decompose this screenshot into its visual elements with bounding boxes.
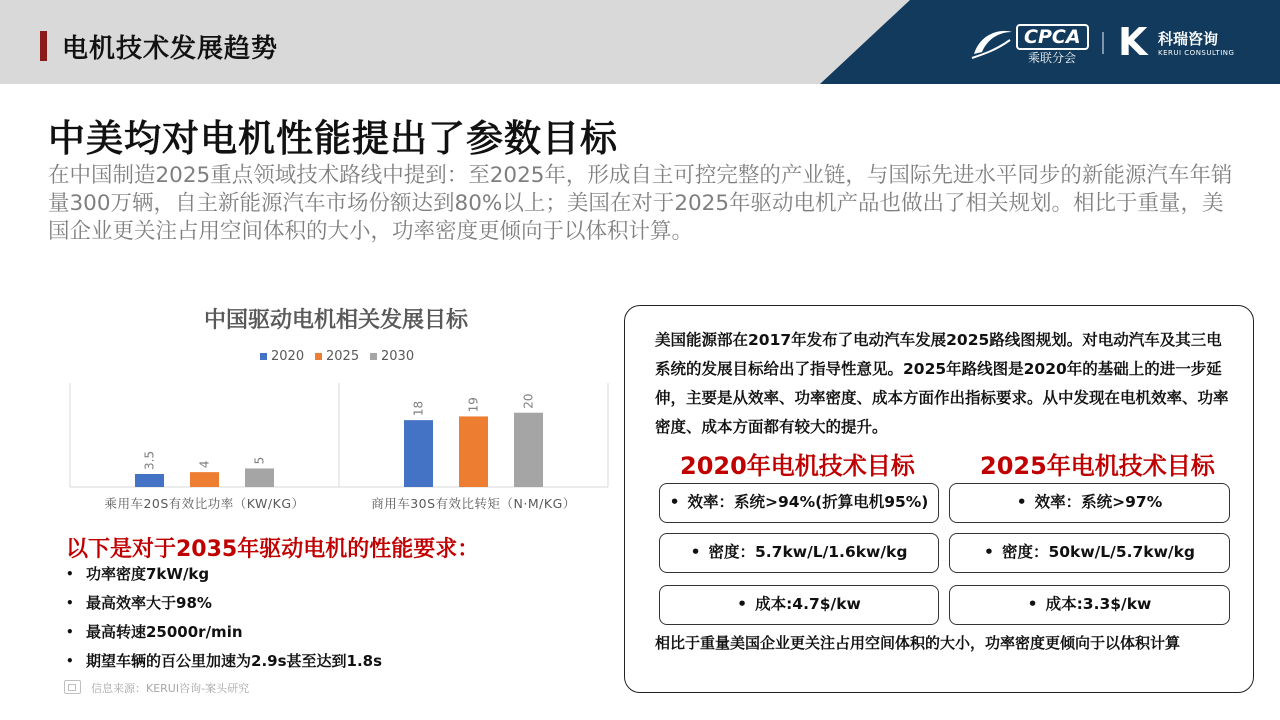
- bullet-icon: •: [1027, 595, 1038, 613]
- target-2020-title: 2020年电机技术目标: [680, 452, 915, 480]
- header-accent-bar: [40, 31, 47, 61]
- kerui-logo-name: 科瑞咨询: [1158, 30, 1219, 48]
- target-2025-density: [949, 533, 1230, 573]
- legend-label: 2030: [381, 349, 415, 364]
- logo-divider: [1102, 32, 1104, 54]
- bullet-icon: •: [690, 543, 701, 561]
- kerui-mark-icon: K: [1118, 20, 1148, 64]
- kerui-logo: [1118, 20, 1268, 66]
- bar: [245, 468, 274, 487]
- requirement-text: 期望车辆的百公里加速为2.9s甚至达到1.8s: [86, 652, 383, 670]
- target-text: 成本:3.3$/kw: [1045, 595, 1152, 613]
- legend-label: 2020: [271, 349, 305, 364]
- cpca-swoosh-icon: [970, 24, 1014, 62]
- requirements-list: [66, 561, 382, 677]
- bar: [404, 420, 433, 487]
- target-2025-cost: [949, 585, 1230, 625]
- requirement-text: 功率密度7kW/kg: [86, 565, 210, 583]
- legend-swatch: [315, 353, 322, 360]
- legend-label: 2025: [326, 349, 360, 364]
- bar-chart: [60, 295, 620, 525]
- intro-paragraph: 在中国制造2025重点领域技术路线中提到：至2025年，形成自主可控完整的产业链，与国际先进水平同步的新能源汽车年销量300万辆，自主新能源汽车市场份额达到80%以上；美国在对于2025年驱动电机产品也做出了相关规划。相比于重量，美国企业更关注占用空间体积的大小，功率密度更倾向于以体积计算。: [48, 163, 1233, 244]
- legend-swatch: [370, 353, 377, 360]
- target-text: 密度：5.7kw/L/1.6kw/kg: [708, 543, 908, 561]
- category-label: 乘用车20S有效比功率（KW/KG）: [104, 496, 305, 511]
- bar: [459, 416, 488, 487]
- target-text: 效率：系统>97%: [1034, 493, 1163, 511]
- slide-title: 中美均对电机性能提出了参数目标: [48, 117, 618, 160]
- data-label: 19: [466, 397, 481, 413]
- bar: [190, 472, 219, 487]
- page-section-title: 电机技术发展趋势: [62, 34, 279, 64]
- target-text: 密度：50kw/L/5.7kw/kg: [1001, 543, 1195, 561]
- bullet-icon: •: [669, 493, 680, 511]
- us-targets-panel: [624, 305, 1254, 693]
- data-label: 18: [411, 400, 426, 417]
- bar: [135, 474, 164, 487]
- data-label: 5: [252, 456, 267, 465]
- target-2025-efficiency: [949, 483, 1230, 523]
- target-2020-efficiency: [659, 483, 939, 523]
- target-2020-cost: [659, 585, 939, 625]
- cpca-logo-subtext: 乘联分会: [1028, 51, 1077, 65]
- data-label: 4: [197, 460, 212, 469]
- kerui-logo-english: KERUI CONSULTING: [1158, 49, 1235, 57]
- target-text: 成本:4.7$/kw: [755, 595, 861, 613]
- legend-swatch: [260, 353, 267, 360]
- requirement-text: 最高效率大于98%: [86, 594, 212, 612]
- requirements-title: 以下是对于2035年驱动电机的性能要求：: [66, 537, 480, 562]
- calendar-icon: [64, 680, 81, 694]
- list-item: [66, 561, 382, 590]
- bullet-icon: •: [66, 596, 74, 610]
- bullet-icon: •: [66, 567, 74, 581]
- bullet-icon: •: [984, 543, 994, 561]
- list-item: [66, 590, 382, 619]
- list-item: [66, 619, 382, 648]
- china-motor-chart: [60, 295, 620, 525]
- bullet-icon: •: [66, 625, 74, 639]
- requirement-text: 最高转速25000r/min: [86, 623, 243, 641]
- data-label: 3.5: [142, 450, 157, 470]
- data-label: 20: [521, 393, 536, 409]
- bullet-icon: •: [737, 595, 748, 613]
- us-note: 相比于重量美国企业更关注占用空间体积的大小，功率密度更倾向于以体积计算: [655, 634, 1181, 652]
- bar: [514, 413, 543, 487]
- target-2020-density: [659, 533, 939, 573]
- bullet-icon: •: [66, 654, 74, 668]
- chart-title: 中国驱动电机相关发展目标: [203, 308, 469, 333]
- source-note: [64, 680, 249, 696]
- bullet-icon: •: [1016, 493, 1027, 511]
- us-roadmap-paragraph: 美国能源部在2017年发布了电动汽车发展2025路线图规划。对电动汽车及其三电系统的发展目标给出了指导性意见。2025年路线图是2020年的基础上的进一步延伸，主要是从效率、功率密度、成本方面作出指标要求。从中发现在电机效率、功率密度、成本方面都有较大的提升。: [655, 331, 1229, 436]
- list-item: [66, 648, 382, 677]
- header-bar: [0, 0, 1280, 84]
- target-2025-title: 2025年电机技术目标: [980, 452, 1215, 480]
- target-text: 效率：系统>94%(折算电机95%): [687, 493, 929, 511]
- source-text: 信息来源：KERUI咨询-案头研究: [91, 682, 250, 695]
- cpca-logo-text: CPCA: [1016, 24, 1089, 50]
- cpca-logo: [970, 22, 1090, 66]
- category-label: 商用车30S有效比转矩（N·M/KG）: [371, 496, 576, 511]
